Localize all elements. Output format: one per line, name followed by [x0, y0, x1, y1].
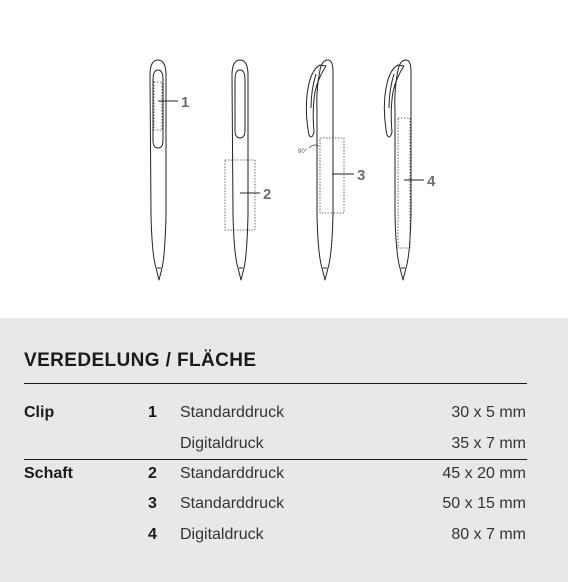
- table-row: [0, 523, 568, 547]
- print-area-2: [225, 160, 255, 230]
- table-heading: VEREDELUNG / FLÄCHE: [24, 350, 257, 371]
- row-size: 50 x 15 mm: [442, 495, 526, 512]
- print-area-3: [320, 138, 344, 213]
- callout-3: 3: [357, 167, 366, 184]
- table-row: [0, 401, 568, 425]
- group-divider: [24, 459, 527, 460]
- callout-4: 4: [427, 173, 436, 190]
- row-group: Clip: [24, 404, 55, 421]
- row-number: 2: [148, 465, 157, 482]
- callout-1: 1: [181, 94, 190, 111]
- row-size: 30 x 5 mm: [451, 404, 526, 421]
- print-area-1: [154, 82, 162, 130]
- table-row: [0, 462, 568, 486]
- pen-front-shaft: [232, 60, 248, 280]
- row-size: 35 x 7 mm: [451, 435, 526, 452]
- angle-label: 90°: [298, 149, 308, 155]
- row-method: Standarddruck: [180, 465, 285, 482]
- row-number: 3: [148, 495, 157, 512]
- row-group: Schaft: [24, 465, 73, 482]
- row-method: Digitaldruck: [180, 435, 264, 452]
- heading-rule: [24, 383, 527, 384]
- print-area-4: [398, 118, 410, 248]
- row-number: 4: [148, 526, 157, 543]
- table-row: [0, 432, 568, 456]
- row-method: Standarddruck: [180, 404, 285, 421]
- row-size: 45 x 20 mm: [442, 465, 526, 482]
- callout-2: 2: [263, 186, 272, 203]
- row-number: 1: [148, 404, 157, 421]
- row-method: Digitaldruck: [180, 526, 264, 543]
- row-size: 80 x 7 mm: [451, 526, 526, 543]
- row-method: Standarddruck: [180, 495, 285, 512]
- pen-front-clip: [150, 60, 166, 280]
- table-row: [0, 492, 568, 516]
